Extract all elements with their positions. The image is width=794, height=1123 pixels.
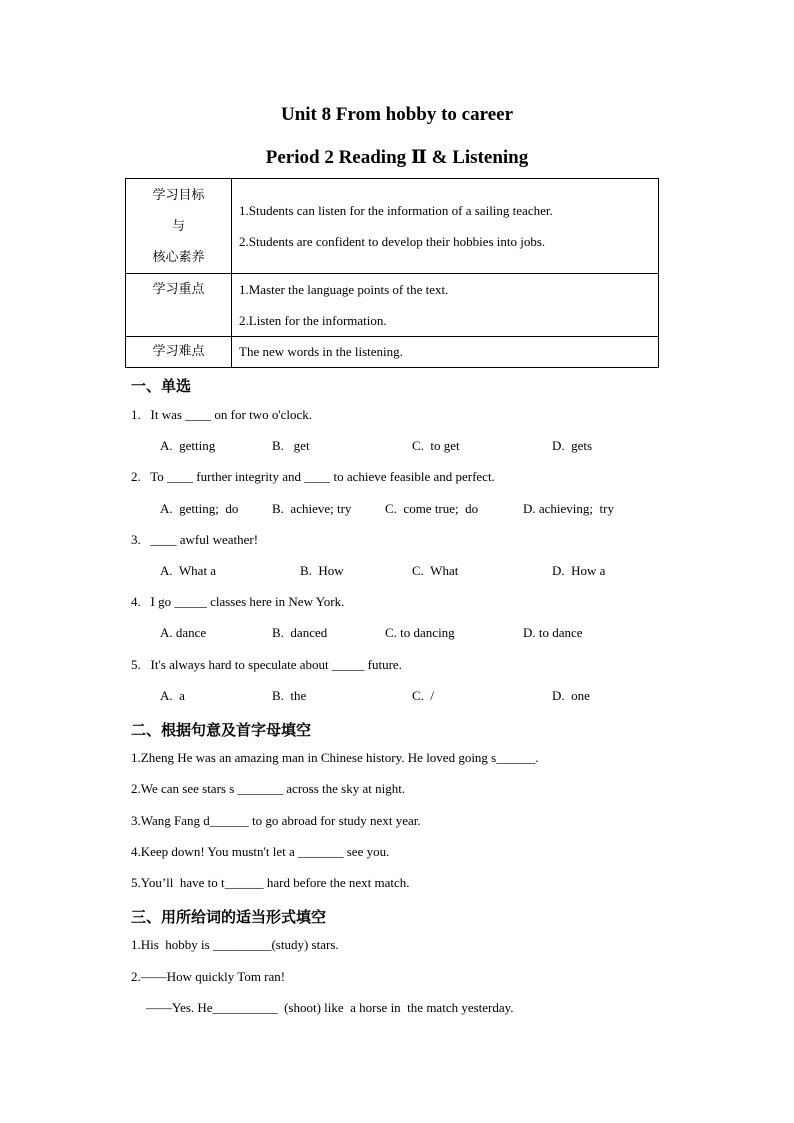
option-d: D. to dance bbox=[523, 625, 583, 640]
question-stem: 3. ____ awful weather! bbox=[131, 532, 259, 547]
option-c: C. / bbox=[412, 688, 435, 703]
option-a: A. a bbox=[160, 688, 185, 703]
option-d: D. gets bbox=[552, 438, 593, 453]
goals-label-line: 与 bbox=[171, 219, 185, 234]
option-c: C. come true; do bbox=[385, 501, 479, 516]
fill-item: 4.Keep down! You mustn't let a _______ see you. bbox=[131, 844, 390, 859]
key-label: 学习重点 bbox=[152, 282, 205, 297]
key-item: 2.Listen for the information. bbox=[239, 313, 387, 328]
diff-cell bbox=[232, 337, 659, 368]
option-d: D. How a bbox=[552, 563, 606, 578]
option-b: B. achieve; try bbox=[272, 501, 352, 516]
option-d: D. one bbox=[552, 688, 590, 703]
option-a: A. What a bbox=[160, 563, 217, 578]
diff-label: 学习难点 bbox=[152, 344, 205, 359]
goals-label-cell bbox=[126, 179, 232, 274]
fill-item: 5.You’ll have to t______ hard before the next match. bbox=[131, 875, 410, 890]
section2-heading: 二、根据句意及首字母填空 bbox=[131, 721, 312, 739]
option-d: D. achieving; try bbox=[523, 501, 614, 516]
section1-heading: 一、单选 bbox=[131, 377, 192, 395]
option-a: A. getting bbox=[160, 438, 216, 453]
option-b: B. danced bbox=[272, 625, 328, 640]
question-stem: 5. It's always hard to speculate about _____ future. bbox=[131, 657, 402, 672]
diff-label-cell bbox=[126, 337, 232, 368]
option-a: A. getting; do bbox=[160, 501, 239, 516]
key-cell bbox=[232, 274, 659, 337]
goal-item: 2.Students are confident to develop their hobbies into jobs. bbox=[239, 234, 546, 249]
question-stem: 1. It was ____ on for two o'clock. bbox=[131, 407, 313, 422]
form-item: ——Yes. He__________ (shoot) like a horse in the match yesterday. bbox=[146, 1000, 514, 1015]
question-stem: 4. I go _____ classes here in New York. bbox=[131, 594, 345, 609]
fill-item: 3.Wang Fang d______ to go abroad for study next year. bbox=[131, 813, 421, 828]
fill-item: 2.We can see stars s _______ across the sky at night. bbox=[131, 781, 406, 796]
question-stem: 2. To ____ further integrity and ____ to achieve feasible and perfect. bbox=[131, 469, 495, 484]
option-a: A. dance bbox=[160, 625, 207, 640]
option-b: B. How bbox=[300, 563, 344, 578]
key-item: 1.Master the language points of the text. bbox=[239, 282, 449, 297]
diff-item: The new words in the listening. bbox=[239, 344, 403, 359]
difficulty-row bbox=[126, 337, 659, 368]
goals-label-line: 核心素养 bbox=[152, 250, 205, 265]
key-label-cell bbox=[126, 274, 232, 337]
goals-label-line: 学习目标 bbox=[152, 188, 205, 203]
option-b: B. the bbox=[272, 688, 307, 703]
option-c: C. What bbox=[412, 563, 459, 578]
objectives-table bbox=[125, 178, 659, 368]
fill-item: 1.Zheng He was an amazing man in Chinese history. He loved going s______. bbox=[131, 750, 539, 765]
form-item: 2.——How quickly Tom ran! bbox=[131, 969, 286, 984]
goals-cell bbox=[232, 179, 659, 274]
option-c: C. to get bbox=[412, 438, 460, 453]
option-c: C. to dancing bbox=[385, 625, 455, 640]
option-b: B. get bbox=[272, 438, 310, 453]
goal-item: 1.Students can listen for the information of a sailing teacher. bbox=[239, 203, 553, 218]
key-row bbox=[126, 274, 659, 337]
period-title: Period 2 Reading Ⅱ & Listening bbox=[265, 147, 529, 168]
section3-heading: 三、用所给词的适当形式填空 bbox=[131, 908, 327, 926]
form-item: 1.His hobby is _________(study) stars. bbox=[131, 937, 339, 952]
goals-row bbox=[126, 179, 659, 274]
unit-title: Unit 8 From hobby to career bbox=[280, 104, 514, 125]
